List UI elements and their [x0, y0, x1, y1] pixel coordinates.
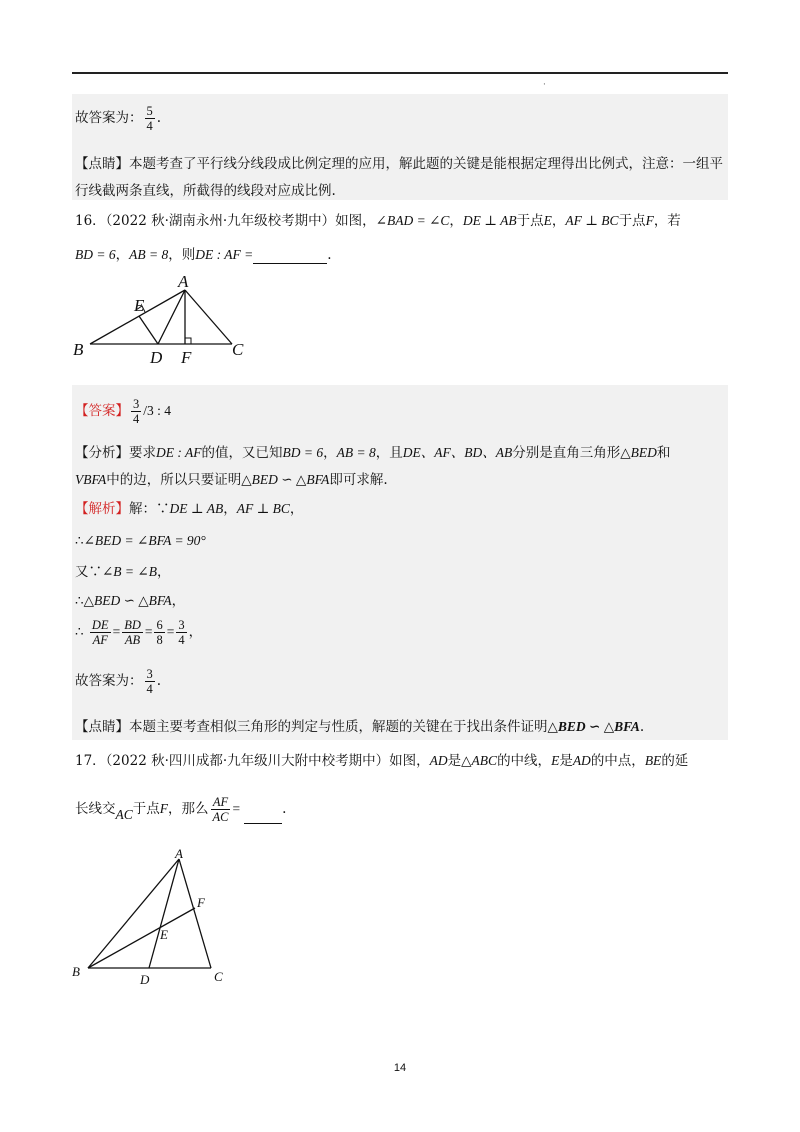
q16-step3: ∴△BED ∽ △BFA， [75, 593, 186, 609]
q16-step4: ∴ $\frac{DE}{AF}$ = $\frac{BD}{AB}$ = $\frac{6}{8}$ = $\frac{3}{4}$ ， [75, 618, 203, 647]
q17-segment-ac [179, 859, 211, 968]
prev-answer-fraction: $\frac{5}{4}$ [146, 104, 153, 133]
q16-frac-bd-ab: $\frac{BD}{AB}$ [124, 618, 141, 647]
q17-segment-ad [149, 859, 179, 968]
q16-figure [70, 270, 260, 365]
q16-solution-tag: 【解析】 [75, 501, 129, 517]
q16-segment-ac [185, 290, 232, 344]
q16-stem-line1: 16．（2022 秋·湖南永州·九年级校考期中）如图，∠BAD = ∠C，DE ⊥ AB于点E，AF ⊥ BC于点F，若 [75, 213, 681, 229]
header-rule [72, 72, 728, 74]
q17-fraction-af-ac: $\frac{AF}{AC}$ [212, 795, 229, 824]
q17-label-d: D [140, 972, 150, 987]
q16-label-e: E [134, 296, 145, 315]
q16-solution-line1: 【解析】解：∵DE ⊥ AB，AF ⊥ BC， [75, 501, 304, 517]
q17-label-b: B [72, 964, 80, 979]
q16-answer-tag: 【答案】 [75, 403, 129, 419]
q16-frac-de-af: $\frac{DE}{AF}$ [91, 618, 109, 647]
q16-right-angle-f [185, 338, 191, 344]
q17-segment-ab [88, 859, 179, 968]
q16-answer-line: 【答案】 $\frac{3}{4}$ /3 : 4 [75, 397, 172, 426]
q17-label-f: F [197, 895, 205, 910]
prev-comment-tag: 【点睛】 [75, 156, 129, 172]
q17-stem-line2: 长线交AC于点F，那么 $\frac{AF}{AC}$ = . [75, 795, 287, 824]
header-dot: · [543, 80, 546, 90]
q16-label-a: A [178, 272, 189, 291]
q17-label-e: E [160, 927, 168, 942]
q17-stem-line1: 17．（2022 秋·四川成都·九年级川大附中校考期中）如图，AD是△ABC的中线，E是AD的中点，BE的延 [75, 753, 689, 769]
q16-analysis-tag: 【分析】 [75, 445, 129, 461]
q17-label-a: A [175, 846, 183, 861]
q16-answer-blank[interactable] [253, 249, 327, 264]
q16-comment: 【点睛】本题主要考查相似三角形的判定与性质，解题的关键在于找出条件证明△BED ∽ △BFA. [75, 719, 645, 735]
q17-figure [68, 845, 238, 990]
q16-frac-6-8: $\frac{6}{8}$ [156, 618, 163, 647]
q16-label-f: F [181, 348, 192, 365]
q16-label-b: B [73, 340, 84, 359]
q16-stem-line2: BD = 6，AB = 8，则DE : AF = . [75, 247, 332, 263]
q16-analysis-line1: 【分析】要求DE : AF的值，又已知BD = 6，AB = 8，且DE、AF、BD、AB分别是直角三角形△BED和 [75, 445, 671, 461]
prev-comment: 【点睛】本题考查了平行线分线段成比例定理的应用，解此题的关键是能根据定理得出比例式，注意：一组平行线截两条直线，所截得的线段对应成比例. [75, 156, 723, 199]
q17-segment-bf [88, 908, 195, 968]
q16-final-answer: 故答案为： $\frac{3}{4}$ . [75, 667, 162, 696]
q16-comment-tag: 【点睛】 [75, 719, 129, 735]
q16-label-d: D [150, 348, 163, 365]
q16-step1: ∴∠BED = ∠BFA = 90° [75, 533, 206, 549]
q16-frac-3-4: $\frac{3}{4}$ [178, 618, 185, 647]
page-number: 14 [393, 1062, 407, 1074]
q17-label-c: C [214, 969, 223, 984]
q16-answer-fraction: $\frac{3}{4}$ [133, 397, 140, 426]
q16-final-fraction: $\frac{3}{4}$ [146, 667, 153, 696]
q16-analysis-line2: VBFA中的边，所以只要证明△BED ∽ △BFA即可求解. [75, 472, 388, 488]
q16-label-c: C [232, 340, 244, 359]
q16-step2: 又∵∠B = ∠B， [75, 564, 171, 580]
q16-segment-de [139, 316, 158, 344]
prev-answer-line: 故答案为： $\frac{5}{4}$ . [75, 104, 162, 133]
q17-answer-blank[interactable] [244, 809, 282, 824]
